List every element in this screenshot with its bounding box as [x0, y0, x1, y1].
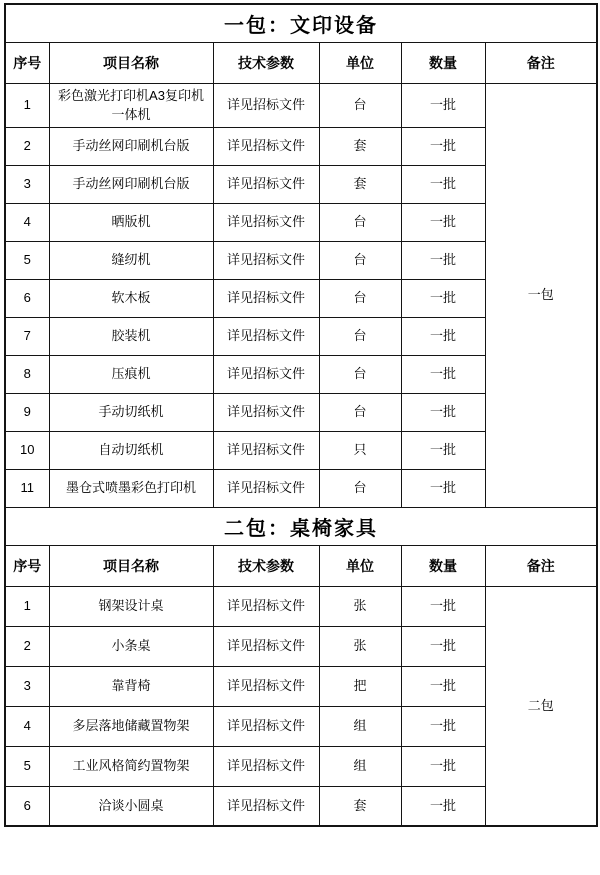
- quantity-cell: 一批: [401, 586, 485, 626]
- item-name-cell: 靠背椅: [49, 666, 213, 706]
- tech-params-cell: 详见招标文件: [213, 586, 319, 626]
- item-name-cell: 工业风格简约置物架: [49, 746, 213, 786]
- item-name-cell: 手动丝网印刷机台版: [49, 165, 213, 203]
- quantity-cell: 一批: [401, 393, 485, 431]
- tech-params-cell: 详见招标文件: [213, 203, 319, 241]
- item-name-cell: 墨仓式喷墨彩色打印机: [49, 469, 213, 507]
- unit-cell: 张: [319, 586, 401, 626]
- quantity-cell: 一批: [401, 355, 485, 393]
- quantity-cell: 一批: [401, 626, 485, 666]
- tech-params-cell: 详见招标文件: [213, 626, 319, 666]
- table-row: [5, 586, 597, 626]
- unit-cell: 把: [319, 666, 401, 706]
- section-2-title: 二包：桌椅家具: [5, 507, 597, 545]
- quantity-cell: 一批: [401, 666, 485, 706]
- unit-cell: 套: [319, 127, 401, 165]
- section-2-column-header-row: [5, 545, 597, 586]
- tech-params-cell: 详见招标文件: [213, 127, 319, 165]
- quantity-cell: 一批: [401, 317, 485, 355]
- quantity-cell: 一批: [401, 786, 485, 826]
- quantity-cell: 一批: [401, 746, 485, 786]
- tech-params-cell: 详见招标文件: [213, 241, 319, 279]
- item-name-cell: 洽谈小圆桌: [49, 786, 213, 826]
- tech-params-cell: 详见招标文件: [213, 706, 319, 746]
- section-1-header: [5, 4, 597, 83]
- unit-cell: 组: [319, 706, 401, 746]
- unit-cell: 套: [319, 165, 401, 203]
- unit-cell: 套: [319, 786, 401, 826]
- tech-params-cell: 详见招标文件: [213, 746, 319, 786]
- col-header-no: 序号: [5, 42, 49, 83]
- procurement-table: [4, 3, 598, 827]
- col-header-no: 序号: [5, 545, 49, 586]
- col-header-remark: 备注: [485, 545, 597, 586]
- col-header-item-name: 项目名称: [49, 42, 213, 83]
- tech-params-cell: 详见招标文件: [213, 393, 319, 431]
- section-2-rows: [5, 586, 597, 826]
- col-header-unit: 单位: [319, 42, 401, 83]
- item-name-cell: 手动丝网印刷机台版: [49, 127, 213, 165]
- unit-cell: 台: [319, 393, 401, 431]
- tech-params-cell: 详见招标文件: [213, 666, 319, 706]
- row-number-cell: 3: [5, 165, 49, 203]
- quantity-cell: 一批: [401, 241, 485, 279]
- unit-cell: 台: [319, 317, 401, 355]
- section-1-rows: [5, 83, 597, 507]
- quantity-cell: 一批: [401, 165, 485, 203]
- item-name-cell: 缝纫机: [49, 241, 213, 279]
- table-row: [5, 83, 597, 127]
- tech-params-cell: 详见招标文件: [213, 355, 319, 393]
- row-number-cell: 5: [5, 746, 49, 786]
- col-header-quantity: 数量: [401, 545, 485, 586]
- col-header-item-name: 项目名称: [49, 545, 213, 586]
- col-header-unit: 单位: [319, 545, 401, 586]
- tech-params-cell: 详见招标文件: [213, 165, 319, 203]
- item-name-cell: 钢架设计桌: [49, 586, 213, 626]
- unit-cell: 台: [319, 241, 401, 279]
- row-number-cell: 9: [5, 393, 49, 431]
- section-1-title-row: [5, 4, 597, 42]
- tech-params-cell: 详见招标文件: [213, 83, 319, 127]
- item-name-cell: 小条桌: [49, 626, 213, 666]
- unit-cell: 台: [319, 355, 401, 393]
- col-header-remark: 备注: [485, 42, 597, 83]
- row-number-cell: 11: [5, 469, 49, 507]
- item-name-cell: 压痕机: [49, 355, 213, 393]
- item-name-cell: 胶装机: [49, 317, 213, 355]
- item-name-cell: 手动切纸机: [49, 393, 213, 431]
- col-header-tech-params: 技术参数: [213, 545, 319, 586]
- row-number-cell: 4: [5, 203, 49, 241]
- col-header-tech-params: 技术参数: [213, 42, 319, 83]
- tech-params-cell: 详见招标文件: [213, 469, 319, 507]
- unit-cell: 台: [319, 83, 401, 127]
- item-name-cell: 彩色激光打印机A3复印机一体机: [49, 83, 213, 127]
- quantity-cell: 一批: [401, 431, 485, 469]
- quantity-cell: 一批: [401, 469, 485, 507]
- unit-cell: 台: [319, 469, 401, 507]
- quantity-cell: 一批: [401, 127, 485, 165]
- unit-cell: 只: [319, 431, 401, 469]
- quantity-cell: 一批: [401, 83, 485, 127]
- row-number-cell: 8: [5, 355, 49, 393]
- row-number-cell: 5: [5, 241, 49, 279]
- row-number-cell: 2: [5, 626, 49, 666]
- tech-params-cell: 详见招标文件: [213, 317, 319, 355]
- section-2-header: [5, 507, 597, 586]
- row-number-cell: 2: [5, 127, 49, 165]
- row-number-cell: 10: [5, 431, 49, 469]
- item-name-cell: 自动切纸机: [49, 431, 213, 469]
- unit-cell: 台: [319, 279, 401, 317]
- quantity-cell: 一批: [401, 279, 485, 317]
- row-number-cell: 6: [5, 279, 49, 317]
- unit-cell: 张: [319, 626, 401, 666]
- col-header-quantity: 数量: [401, 42, 485, 83]
- section-1-column-header-row: [5, 42, 597, 83]
- section-2-title-row: [5, 507, 597, 545]
- item-name-cell: 软木板: [49, 279, 213, 317]
- unit-cell: 台: [319, 203, 401, 241]
- unit-cell: 组: [319, 746, 401, 786]
- section-1-title: 一包：文印设备: [5, 4, 597, 42]
- remark-merged-cell: 一包: [485, 83, 597, 507]
- tech-params-cell: 详见招标文件: [213, 786, 319, 826]
- remark-merged-cell: 二包: [485, 586, 597, 826]
- quantity-cell: 一批: [401, 706, 485, 746]
- row-number-cell: 3: [5, 666, 49, 706]
- quantity-cell: 一批: [401, 203, 485, 241]
- row-number-cell: 1: [5, 83, 49, 127]
- tech-params-cell: 详见招标文件: [213, 279, 319, 317]
- tech-params-cell: 详见招标文件: [213, 431, 319, 469]
- row-number-cell: 1: [5, 586, 49, 626]
- row-number-cell: 6: [5, 786, 49, 826]
- item-name-cell: 多层落地储藏置物架: [49, 706, 213, 746]
- row-number-cell: 7: [5, 317, 49, 355]
- row-number-cell: 4: [5, 706, 49, 746]
- item-name-cell: 晒版机: [49, 203, 213, 241]
